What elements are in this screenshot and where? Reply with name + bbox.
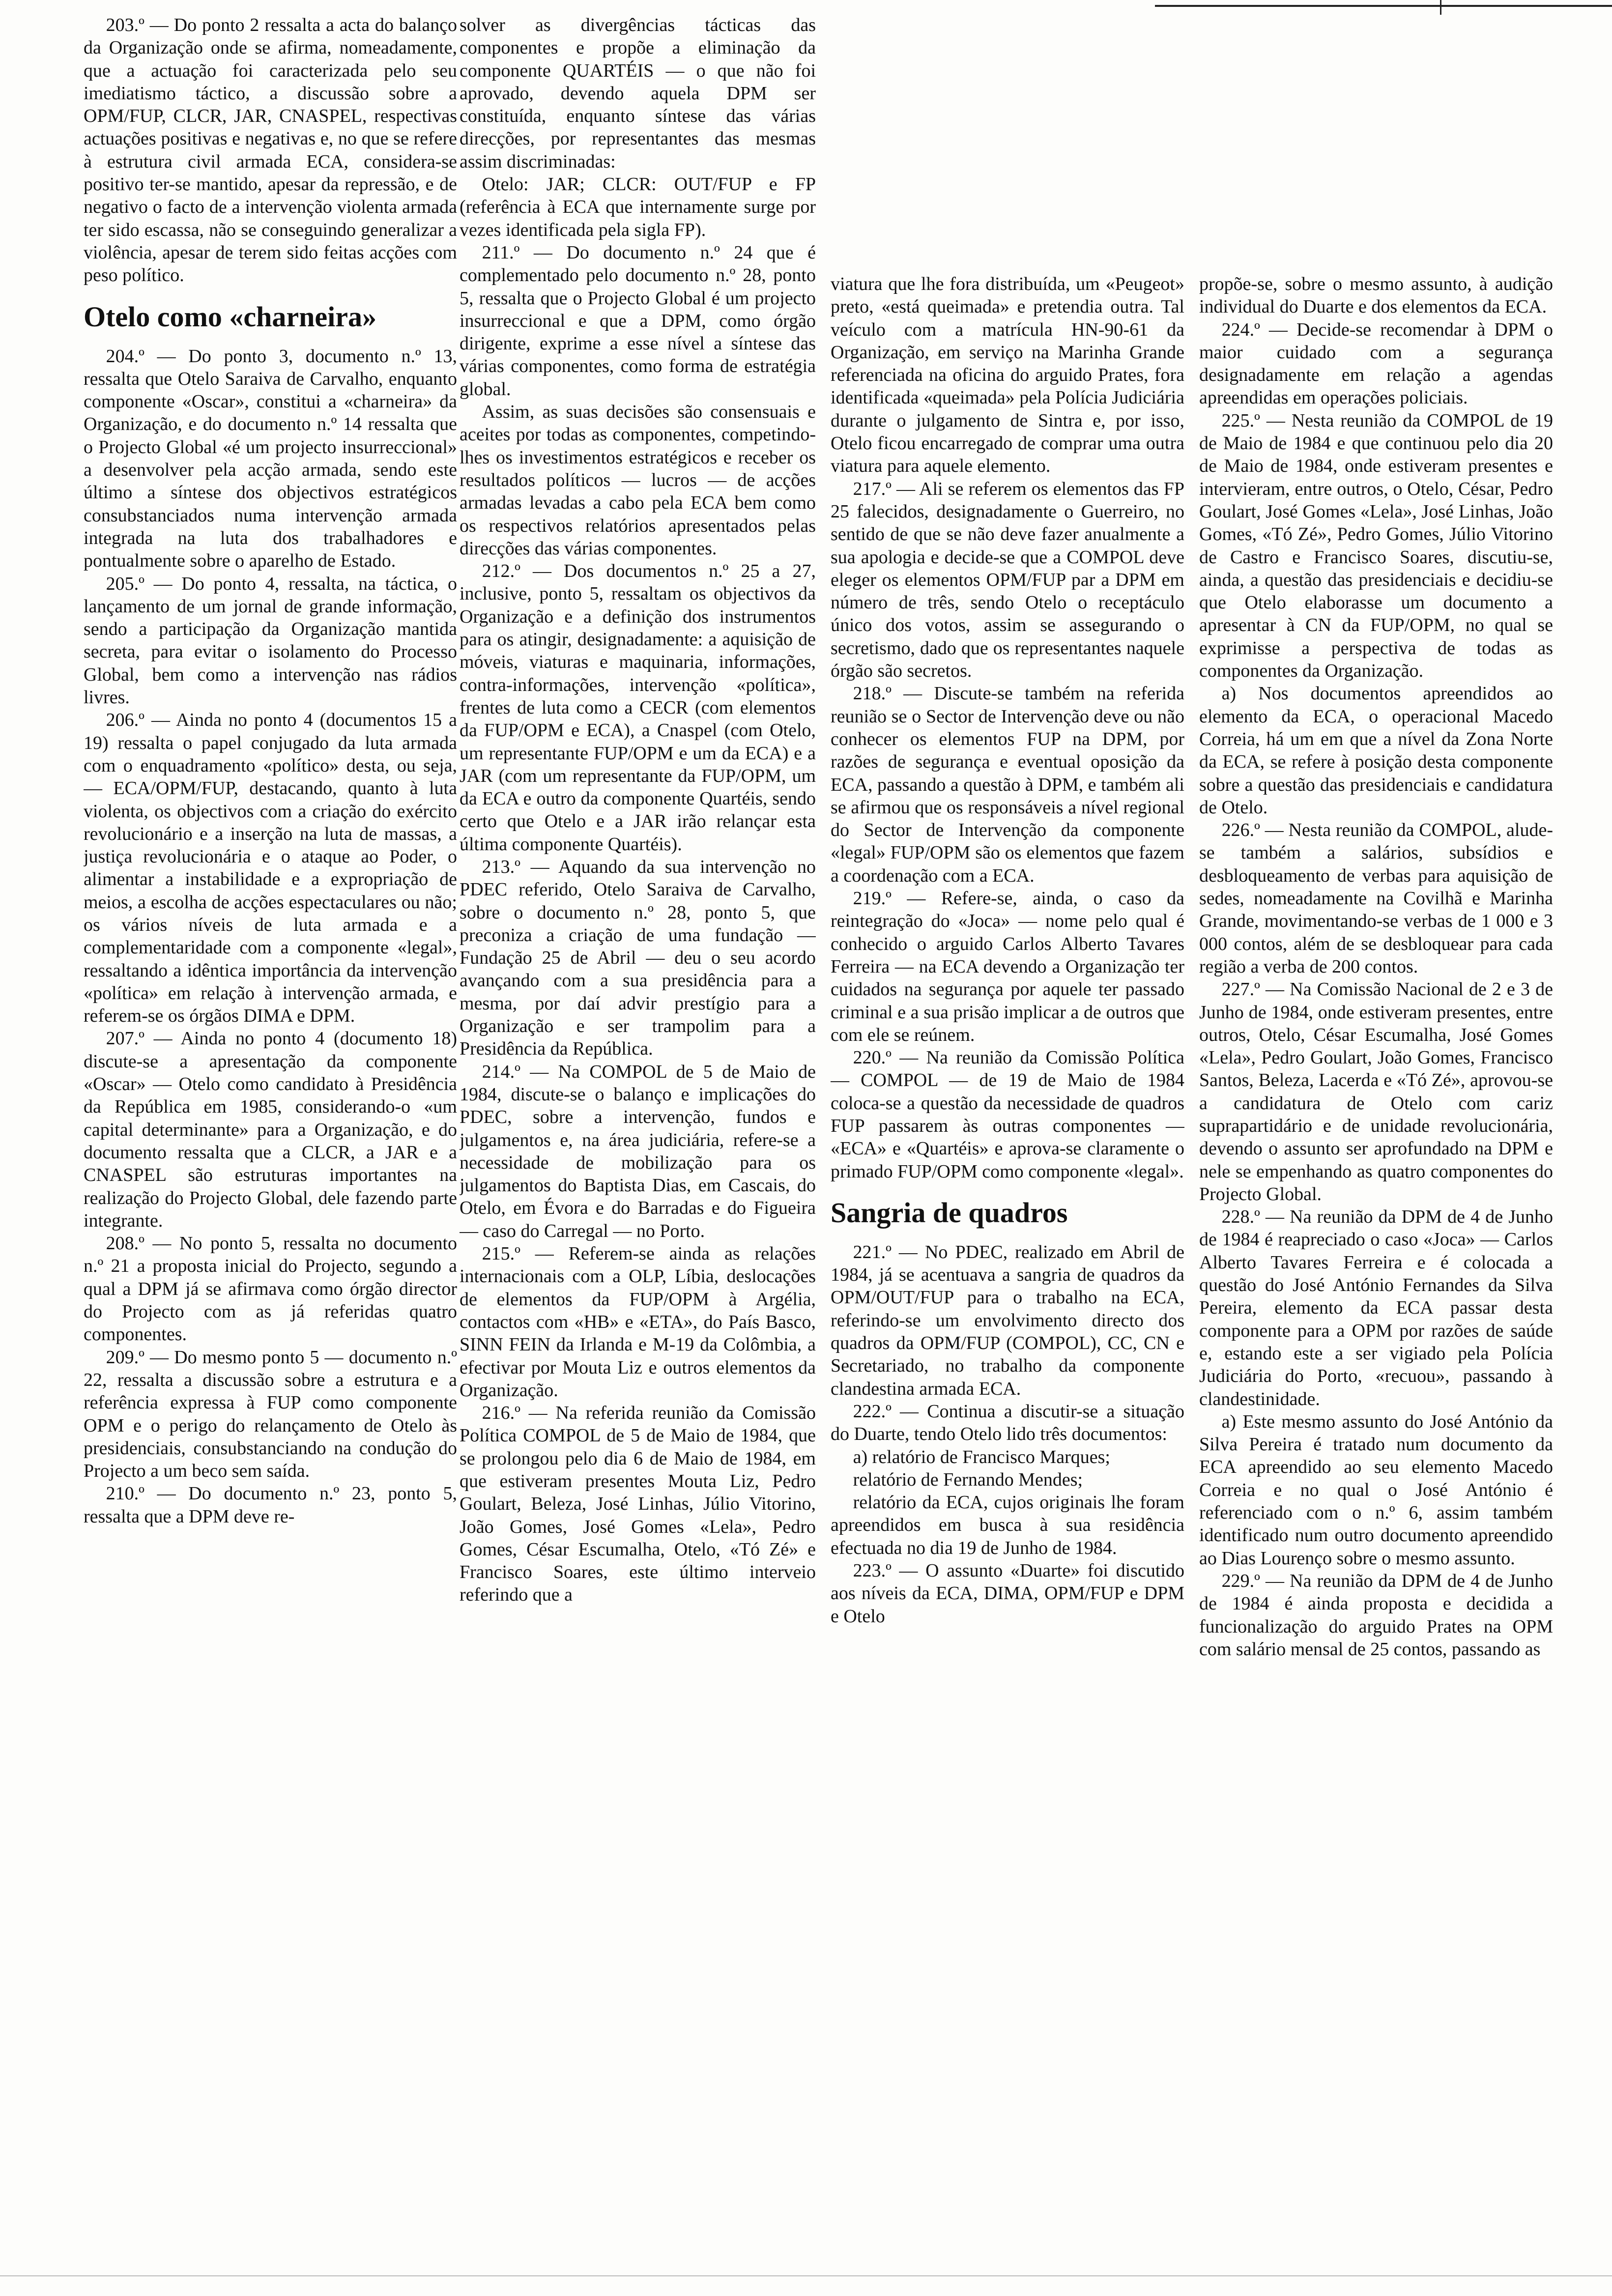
article-paragraph: solver as divergências tácticas das componentes e propõe a eliminação da componente QUARTÉIS — o que não foi aprovado, devendo aquela DPM ser constituída, enquanto síntese das várias direcções, por representantes das mesmas assim discriminadas: [460, 15, 816, 172]
article-paragraph: 207.º — Ainda no ponto 4 (documento 18) discute-se a apresentação da componente «Oscar» — Otelo como candidato à Presidência da República em 1985, considerando-o «um capital determinante» para a Organização, e do documento ressalta que a CLCR, a JAR e a CNASPEL são estruturas importantes na realização do Projecto Global, dele fazendo parte integrante. [84, 1028, 457, 1231]
article-paragraph: 214.º — Na COMPOL de 5 de Maio de 1984, discute-se o balanço e implicações do PDEC, sobre a intervenção, fundos e julgamentos e, na área judiciária, refere-se a necessidade de mobilização para os julgamentos do Baptista Dias, em Cascais, do Otelo, em Évora e do Barradas e do Figueira — caso do Carregal — no Porto. [460, 1061, 816, 1241]
article-paragraph: 217.º — Ali se referem os elementos das FP 25 falecidos, designadamente o Guerreiro, no sentido de que se não deve fazer anualmente a sua apologia e decide-se que a COMPOL deve eleger os elementos OPM/FUP par a DPM em número de três, sendo Otelo o receptáculo único dos votos, assim se assegurando o secretismo, dado que os representantes naquele órgão são secretos. [831, 478, 1184, 682]
text-column-2 [460, 14, 816, 2255]
article-paragraph: 224.º — Decide-se recomendar à DPM o maior cuidado com a segurança designadamente em relação a agendas apreendidas em operações policiais. [1199, 319, 1553, 408]
article-paragraph: 221.º — No PDEC, realizado em Abril de 1984, já se acentuava a sangria de quadros da OPM/OUT/FUP para o trabalho na ECA, referindo-se um envolvimento directo dos quadros da OPM/FUP (COMPOL), CC, CN e Secretariado, no trabalho da componente clandestina armada ECA. [831, 1241, 1184, 1399]
article-paragraph: 226.º — Nesta reunião da COMPOL, alude-se também a salários, subsídios e desbloqueamento de verbas para aquisição de sedes, nomeadamente na Covilhã e Marinha Grande, movimentando-se verbas de 1 000 e 3 000 contos, além de se desbloquear para cada região a verba de 200 contos. [1199, 820, 1553, 977]
article-paragraph: 210.º — Do documento n.º 23, ponto 5, ressalta que a DPM deve re- [84, 1483, 457, 1527]
article-paragraph: 203.º — Do ponto 2 ressalta a acta do balanço da Organização onde se afirma, nomeadamente, que a actuação foi caracterizada pelo seu imediatismo táctico, a discussão sobre a OPM/FUP, CLCR, JAR, CNASPEL, respectivas actuações positivas e negativas e, no que se refere à estrutura civil armada ECA, considera-se positivo ter-se mantido, apesar da repressão, e de negativo o facto de a intervenção violenta armada ter sido escassa, não se conseguindo generalizar a violência, apesar de terem sido feitas acções com peso político. [84, 15, 457, 286]
article-paragraph: 206.º — Ainda no ponto 4 (documentos 15 a 19) ressalta o papel conjugado da luta armada com o enquadramento «político» desta, ou seja, — ECA/OPM/FUP, destacando, quanto à luta violenta, os objectivos com a criação do exército revolucionário e a inserção na luta de massas, a justiça revolucionária e o ataque ao Poder, o alimentar a instabilidade e a expropriação de meios, a escolha de acções espectaculares ou não; os vários níveis de luta armada e a complementaridade com a componente «legal», ressaltando a idêntica importância da intervenção «política» em relação à intervenção armada, e referem-se os órgãos DIMA e DPM. [84, 710, 457, 1027]
article-paragraph: relatório da ECA, cujos originais lhe foram apreendidos em busca à sua residência efectuada no dia 19 de Junho de 1984. [831, 1492, 1184, 1558]
section-heading: Sangria de quadros [831, 1196, 1068, 1229]
article-paragraph: 208.º — No ponto 5, ressalta no documento n.º 21 a proposta inicial do Projecto, segundo a qual a DPM já se afirmava como órgão director do Projecto com as já referidas quatro componentes. [84, 1233, 457, 1345]
bottom-rule [0, 2275, 1612, 2276]
article-paragraph: Otelo: JAR; CLCR: OUT/FUP e FP (referência à ECA que internamente surge por vezes identificada pela sigla FP). [460, 174, 816, 240]
article-paragraph: 228.º — Na reunião da DPM de 4 de Junho de 1984 é reapreciado o caso «Joca» — Carlos Alberto Tavares Ferreira e é colocada a questão do José António Fernandes da Silva Pereira, elemento da ECA passar desta componente para a OPM por razões de saúde e, estando este a ser vigiado pela Polícia Judiciária do Porto, «recuou», passando à clandestinidade. [1199, 1206, 1553, 1409]
article-paragraph: 222.º — Continua a discutir-se a situação do Duarte, tendo Otelo lido três documentos: [831, 1401, 1184, 1445]
text-column-1 [84, 14, 457, 2255]
top-rule-tick [1440, 0, 1441, 15]
article-paragraph: 204.º — Do ponto 3, documento n.º 13, ressalta que Otelo Saraiva de Carvalho, enquanto componente «Oscar», constitui a «charneira» da Organização, e do documento n.º 14 ressalta que o Projecto Global «é um projecto insurreccional» a desenvolver pela acção armada, sendo este último a síntese dos objectivos estratégicos consubstanciados numa intervenção armada integrada na luta dos trabalhadores e pontualmente sobre o aparelho de Estado. [84, 345, 457, 572]
article-paragraph: 213.º — Aquando da sua intervenção no PDEC referido, Otelo Saraiva de Carvalho, sobre o documento n.º 28, ponto 5, que preconiza a criação de uma fundação — Fundação 25 de Abril — deu o seu acordo avançando com a sua presidência para a mesma, por daí advir prestígio para a Organização e ser trampolim para a Presidência da República. [460, 856, 816, 1060]
article-paragraph: 227.º — Na Comissão Nacional de 2 e 3 de Junho de 1984, onde estiveram presentes, entre outros, Otelo, César Escumalha, José Gomes «Lela», Pedro Goulart, João Gomes, Francisco Santos, Beleza, Lacerda e «Tó Zé», aprovou-se a candidatura de Otelo com cariz suprapartidário e de unidade revolucionária, devendo o assunto ser aprofundado na DPM e nele se empenhando as quatro componentes do Projecto Global. [1199, 979, 1553, 1205]
top-rule [1155, 5, 1612, 7]
article-paragraph: 212.º — Dos documentos n.º 25 a 27, inclusive, ponto 5, ressaltam os objectivos da Organização e a definição dos instrumentos para os atingir, designadamente: a aquisição de móveis, viaturas e maquinaria, informações, contra-informações, intervenção «política», frentes de luta como a CECR (com elementos da FUP/OPM e ECA), a Cnaspel (com Otelo, um representante FUP/OPM e um da ECA) e a JAR (com um representante da FUP/OPM, um da ECA e outro da componente Quartéis, sendo certo que Otelo e a JAR irão relançar esta última componente Quartéis). [460, 561, 816, 855]
article-paragraph: 209.º — Do mesmo ponto 5 — documento n.º 22, ressalta a discussão sobre a estrutura e a referência expressa à FUP como componente OPM e o perigo do relançamento de Otelo às presidenciais, consubstanciando na condução do Projecto a um beco sem saída. [84, 1347, 457, 1482]
article-paragraph: 220.º — Na reunião da Comissão Política — COMPOL — de 19 de Maio de 1984 coloca-se a questão da necessidade de quadros FUP passarem às outras componentes — «ECA» e «Quartéis» e aprova-se claramente o primado FUP/OPM como componente «legal». [831, 1047, 1184, 1182]
section-heading: Otelo como «charneira» [84, 300, 376, 333]
article-paragraph: a) Nos documentos apreendidos ao elemento da ECA, o operacional Macedo Correia, há um em que a nível da Zona Norte da ECA, se refere à posição desta componente sobre a questão das presidenciais e candidatura de Otelo. [1199, 683, 1553, 818]
article-paragraph: a) Este mesmo assunto do José António da Silva Pereira é tratado num documento da ECA apreendido ao seu elemento Macedo Correia e no qual o José António é referenciado com o n.º 6, assim também identificado num outro documento apreendido ao Dias Lourenço sobre o mesmo assunto. [1199, 1411, 1553, 1569]
article-paragraph: 229.º — Na reunião da DPM de 4 de Junho de 1984 é ainda proposta e decidida a funcionalização do arguido Prates na OPM com salário mensal de 25 contos, passando as [1199, 1570, 1553, 1660]
article-paragraph: 218.º — Discute-se também na referida reunião se o Sector de Intervenção deve ou não conhecer os elementos FUP na DPM, por razões de segurança e eventual oposição da ECA, passando a questão à DPM, e também ali se afirmou que os responsáveis a nível regional do Sector de Intervenção da componente «legal» FUP/OPM são os elementos que fazem a coordenação com a ECA. [831, 683, 1184, 886]
article-paragraph: Assim, as suas decisões são consensuais e aceites por todas as componentes, competindo-lhes os investimentos estratégicos e receber os resultados políticos — lucros — de acções armadas levadas a cabo pela ECA bem como os respectivos relatórios apresentados pelas direcções das várias componentes. [460, 402, 816, 559]
article-paragraph: a) relatório de Francisco Marques; [853, 1446, 1110, 1467]
text-column-3 [831, 273, 1184, 2258]
article-paragraph: 219.º — Refere-se, ainda, o caso da reintegração do «Joca» — nome pelo qual é conhecido o arguido Carlos Alberto Tavares Ferreira — na ECA devendo a Organização ter cuidados na segurança por aquele ter passado criminal e a sua prisão implicar a de outros que com ele se reúnem. [831, 888, 1184, 1045]
article-paragraph: 215.º — Referem-se ainda as relações internacionais com a OLP, Líbia, deslocações de elementos da FUP/OPM à Argélia, contactos com «HB» e «ETA», do País Basco, SINN FEIN da Irlanda e M-19 da Colômbia, a efectivar por Mouta Liz e outros elementos da Organização. [460, 1243, 816, 1401]
article-paragraph: viatura que lhe fora distribuída, um «Peugeot» preto, «está queimada» e pretendia outra. Tal veículo com a matrícula HN-90-61 da Organização, em serviço na Marinha Grande referenciada na oficina do arguido Prates, fora identificada «queimada» pela Polícia Judiciária durante o julgamento de Sintra e, por isso, Otelo ficou encarregado de comprar uma outra viatura para aquele elemento. [831, 274, 1184, 477]
article-paragraph: 205.º — Do ponto 4, ressalta, na táctica, o lançamento de um jornal de grande informação, sendo a participação da Organização mantida secreta, para evitar o isolamento do Processo Global, bem como a intervenção nas rádios livres. [84, 573, 457, 708]
article-paragraph: 225.º — Nesta reunião da COMPOL de 19 de Maio de 1984 e que continuou pelo dia 20 de Maio de 1984, onde estiveram presentes e intervieram, entre outros, o Otelo, César, Pedro Goulart, José Gomes «Lela», José Linhas, João Gomes, «Tó Zé», Pedro Gomes, Júlio Vitorino de Castro e Francisco Soares, discutiu-se, ainda, a questão das presidenciais e decidiu-se que Otelo elaborasse um documento a apresentar à CN da FUP/OPM, no qual se exprimisse a perspectiva de todas as componentes da Organização. [1199, 410, 1553, 682]
text-column-4 [1199, 273, 1553, 2258]
article-paragraph: 223.º — O assunto «Duarte» foi discutido aos níveis da ECA, DIMA, OPM/FUP e DPM e Otelo [831, 1560, 1184, 1627]
article-paragraph: 211.º — Do documento n.º 24 que é complementado pelo documento n.º 28, ponto 5, ressalta que o Projecto Global é um projecto insurreccional e que a DPM, como órgão dirigente, exprime a esse nível a síntese das várias componentes, como forma de estratégia global. [460, 242, 816, 400]
article-paragraph: 216.º — Na referida reunião da Comissão Política COMPOL de 5 de Maio de 1984, que se prolongou pelo dia 6 de Maio de 1984, em que estiveram presentes Mouta Liz, Pedro Goulart, Beleza, José Linhas, Júlio Vitorino, João Gomes, José Gomes «Lela», Pedro Gomes, César Escumalha, Otelo, «Tó Zé» e Francisco Soares, este último interveio referindo que a [460, 1403, 816, 1606]
article-paragraph: propõe-se, sobre o mesmo assunto, à audição individual do Duarte e dos elementos da ECA. [1199, 274, 1553, 317]
article-paragraph: relatório de Fernando Mendes; [853, 1469, 1083, 1490]
